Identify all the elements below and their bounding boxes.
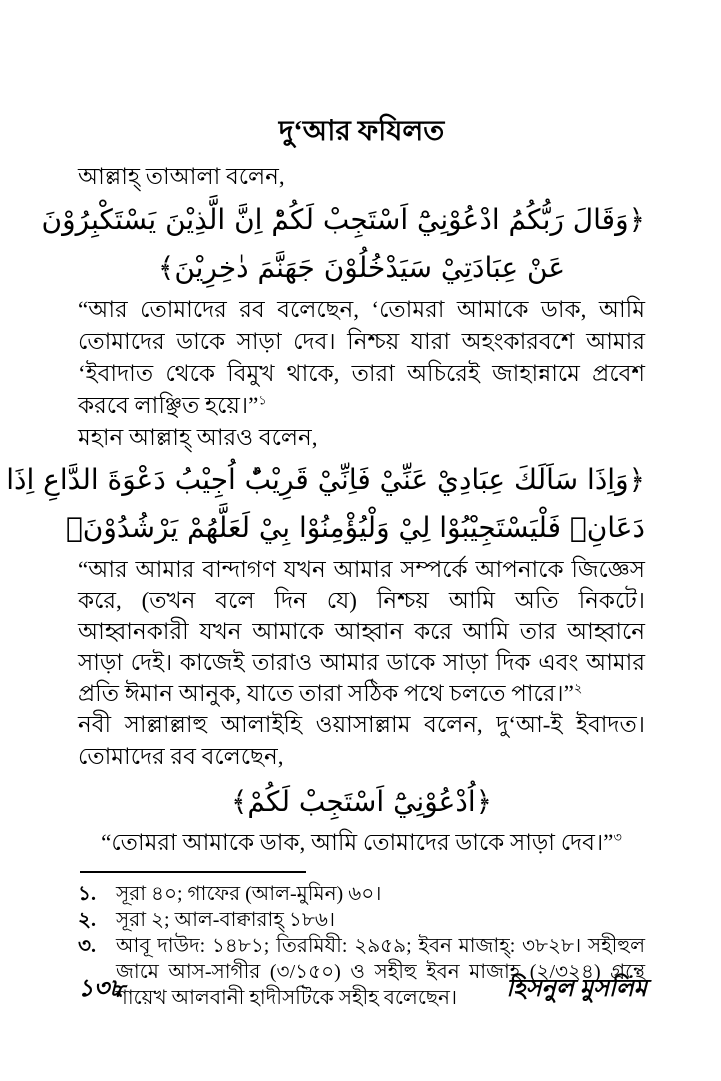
- footnote-ref-2: ২: [573, 680, 583, 696]
- page-footer: [78, 970, 647, 1010]
- page-number: ১৩৮: [78, 976, 125, 1002]
- arabic-verse-2-line-2: دَعَانِۙ فَلْيَسْتَجِيْبُوْا لِيْ وَلْيُؤْمِنُوْا بِيْ لَعَلَّهُمْ يَرْشُدُوْنَ﴾: [65, 511, 645, 544]
- arabic-verse-1-line-1: ﴿وَقَالَ رَبُّكُمُ ادْعُوْنِيْٓ اَسْتَجِبْ لَكُمْؕ اِنَّ الَّذِيْنَ يَسْتَكْبِرُوْنَ: [41, 203, 645, 236]
- arabic-verse-1-line-2: عَنْ عِبَادَتِيْ سَيَدْخُلُوْنَ جَهَنَّمَ دٰخِرِيْنَ﴾: [157, 251, 566, 284]
- arabic-verse-3: ﴿اُدْعُوْنِيْٓ اَسْتَجِبْ لَكُمْ﴾: [230, 785, 493, 818]
- section1-translation: [78, 294, 645, 422]
- arabic-verse-2-line-1: ﴿وَاِذَا سَاَلَكَ عِبَادِيْ عَنِّيْ فَاِنِّيْ قَرِيْبٌؕ اُجِيْبُ دَعْوَةَ الدَّاعِ اِذَا: [6, 463, 645, 496]
- footnote-2-number: ২.: [78, 909, 97, 931]
- section3-intro: নবী সাল্লাল্লাহু আলাইহি ওয়াসাল্লাম বলেন, দু‘আ-ই ইবাদত। তোমাদের রব বলেছেন,: [78, 712, 645, 769]
- footnote-ref-3: ৩: [613, 829, 622, 845]
- book-title: হিসনুল মুসলিম: [506, 976, 647, 1002]
- section1-intro: আল্লাহ্ তাআলা বলেন,: [78, 164, 285, 189]
- footnote-ref-1: ১: [258, 392, 267, 408]
- footnote-3-text: আবূ দাউদ: ১৪৮১; তিরমিযী: ২৯৫৯; ইবন মাজাহ্: ৩৮২৮। সহীহুল জামে আস-সাগীর (৩/১৫০) ও সহীহু ইবন মাজাহ (২/৩২৪) গ্রন্থে শায়েখ আলবানী হাদীসটিকে সহীহ বলেছেন।: [116, 935, 645, 1009]
- footnote-1-text: সূরা ৪০; গাফের (আল-মুমিন) ৬০।: [116, 883, 382, 905]
- arabic-verse-2: [6, 456, 645, 552]
- footnote-1-number: ১.: [78, 883, 96, 905]
- arabic-verse-1: [41, 196, 645, 292]
- footnote-3-number: ৩.: [78, 935, 97, 957]
- section2-translation-text: “আর আমার বান্দাগণ যখন আমার সম্পর্কে আপনাকে জিজ্ঞেস করে, (তখন বলে দিন যে) নিশ্চয় আমি অতি নিকটে। আহ্বানকারী যখন আমাকে আহ্বান করে আমি তার আহ্বানে সাড়া দেই। কাজেই তারাও আমার ডাকে সাড়া দিক এবং আমার প্রতি ঈমান আনুক, যাতে তারা সঠিক পথে চলতে পারে।”: [78, 557, 645, 706]
- section3-translation-text: “তোমরা আমাকে ডাক, আমি তোমাদের ডাকে সাড়া দেব।”: [101, 830, 614, 855]
- page-title: দু‘আর ফযিলত: [278, 116, 445, 147]
- footnote-separator: [80, 871, 306, 873]
- footnote-item-1: [78, 881, 645, 907]
- section2-intro: মহান আল্লাহ্ আরও বলেন,: [78, 425, 318, 450]
- footnote-2-text: সূরা ২; আল-বাক্বারাহ্ ১৮৬।: [116, 909, 335, 931]
- section2-translation: [78, 554, 645, 709]
- section1-translation-text: “আর তোমাদের রব বলেছেন, ‘তোমরা আমাকে ডাক, আমি তোমাদের ডাকে সাড়া দেব। নিশ্চয় যারা অহংকারবশে আমার ‘ইবাদাত থেকে বিমুখ থাকে, তারা অচিরেই জাহান্নামে প্রবেশ করবে লাঞ্ছিত হয়ে।”: [78, 297, 645, 418]
- footnote-item-2: [78, 907, 645, 933]
- section3-translation: [78, 827, 645, 859]
